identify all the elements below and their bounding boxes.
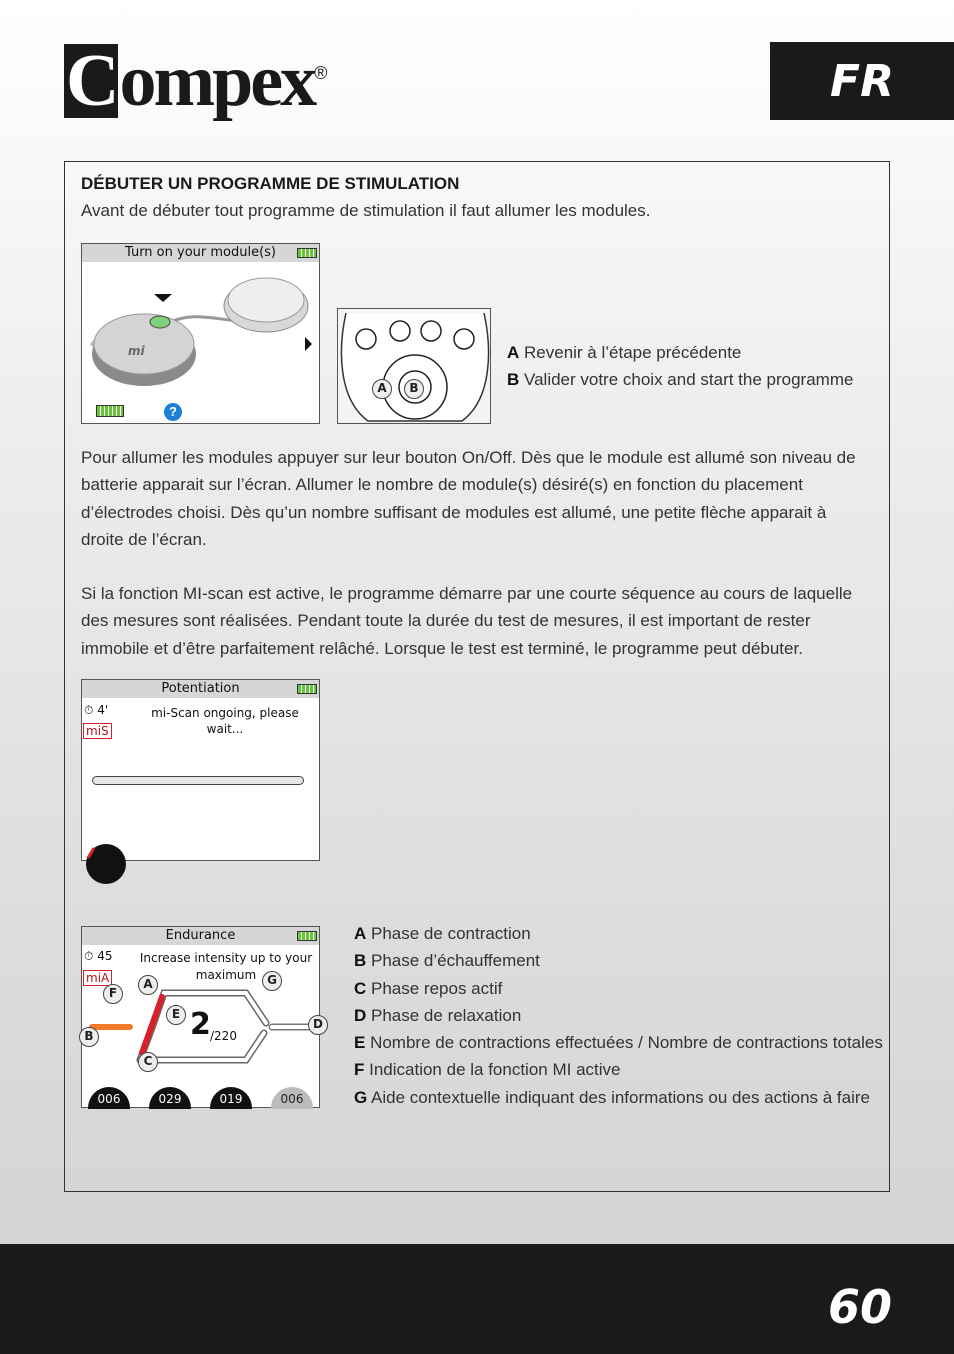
button-b[interactable]: B — [404, 379, 424, 399]
legend-item: A Phase de contraction — [354, 924, 531, 943]
timer: ⏱ 4' — [84, 703, 109, 717]
legend-item: A Revenir à l’étape précédente — [507, 343, 742, 362]
legend-item: F Indication de la fonction MI active — [354, 1060, 621, 1080]
channel-gauge: 029 — [149, 1087, 191, 1109]
module-illustration — [82, 244, 321, 425]
down-arrow-icon — [154, 294, 172, 302]
marker-d: D — [308, 1015, 328, 1035]
screen2-title: Potentiation — [82, 680, 319, 698]
module-battery-icon — [96, 405, 124, 417]
legend-ag — [354, 920, 883, 1111]
marker-e: E — [166, 1005, 186, 1025]
legend-item: D Phase de relaxation — [354, 1005, 522, 1025]
logo-c: C — [66, 40, 117, 122]
logo-registered: ® — [314, 63, 328, 83]
screen3-title: Endurance — [82, 927, 319, 945]
logo-text: ompex — [119, 40, 315, 122]
paragraph-modules: Pour allumer les modules appuyer sur leur bouton On/Off. Dès que le module est allumé son niveau de batterie apparait sur l’écran. Allumer le nombre de module(s) désiré(s) en fonction du placement d’électrodes choisi. Dès qu’un nombre suffisant de modules est allumé, une petite flèche apparait à droite de l’écran. — [81, 448, 856, 549]
channel-row — [82, 1087, 321, 1109]
legend-item: E Nombre de contractions effectuées / Nombre de contractions totales — [354, 1033, 883, 1053]
marker-a: A — [138, 975, 158, 995]
marker-f: F — [103, 984, 123, 1004]
scan-progress-bar — [92, 776, 304, 785]
timer: ⏱ 45 — [84, 949, 113, 963]
scan-message: mi-Scan ongoing, please wait... — [151, 706, 299, 736]
section-heading: DÉBUTER UN PROGRAMME DE STIMULATION — [81, 174, 460, 193]
channel-gauge: 006 — [271, 1087, 313, 1109]
screen-potentiation — [81, 679, 320, 861]
mi-badge: miS — [83, 723, 112, 739]
marker-b: B — [79, 1027, 99, 1047]
legend-item: C Phase repos actif — [354, 978, 503, 998]
page-number: 60 — [827, 1280, 892, 1334]
channel-gauge: 019 — [210, 1087, 252, 1109]
button-a[interactable]: A — [372, 379, 392, 399]
stopwatch-icon: ⏱ — [84, 703, 94, 717]
intensity-message: Increase intensity up to your maximum — [139, 951, 313, 982]
intro-text: Avant de débuter tout programme de stimulation il faut allumer les modules. — [81, 201, 651, 220]
stopwatch-icon: ⏱ — [84, 949, 94, 963]
controller-drawing — [338, 309, 492, 425]
compex-logo — [64, 40, 328, 122]
contraction-count: 2 — [190, 1007, 211, 1042]
channel-gauge: 006 — [88, 1087, 130, 1109]
legend-item: B Valider votre choix and start the programme — [507, 370, 854, 390]
right-arrow-icon — [305, 337, 312, 351]
gauge-icon — [82, 840, 132, 864]
paragraph-miscan: Si la fonction MI-scan est active, le programme démarre par une courte séquence au cours de laquelle des mesures sont réalisées. Pendant toute la durée du test de mesures, il est important de rester immobile et d’être parfaitement relâché. Lorsque le test est terminé, le programme peut débuter. — [81, 584, 853, 658]
marker-g: G — [262, 971, 282, 991]
legend-item: B Phase d’échauffement — [354, 951, 540, 971]
legend-ab — [507, 339, 853, 394]
screen-turn-on-modules — [81, 243, 320, 424]
controller-illustration — [337, 308, 491, 424]
screen-endurance — [81, 926, 323, 1108]
mi-badge: miA — [83, 970, 112, 986]
legend-item: G Aide contextuelle indiquant des informations ou des actions à faire — [354, 1087, 870, 1107]
battery-icon — [297, 684, 317, 694]
help-icon[interactable]: ? — [164, 403, 182, 421]
marker-c: C — [138, 1052, 158, 1072]
footer-bar — [0, 1244, 954, 1354]
module-label: mi — [128, 344, 145, 358]
language-label: FR — [830, 55, 894, 107]
contraction-total: /220 — [210, 1029, 237, 1043]
content-box — [64, 161, 890, 1192]
screen1-title: Turn on your module(s) — [82, 244, 319, 262]
language-badge — [770, 42, 954, 120]
